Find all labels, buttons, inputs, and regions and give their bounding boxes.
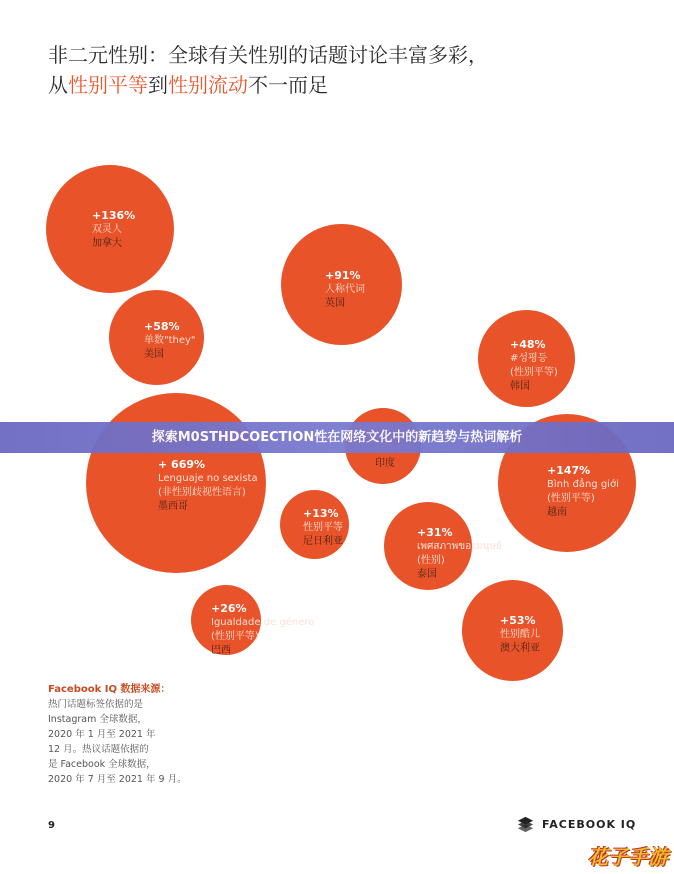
bubble-country: 泰国	[417, 569, 437, 580]
bubble-country: 英国	[325, 298, 345, 309]
bubble-country: 美国	[144, 349, 164, 360]
bubble-pct: + 669%	[158, 458, 206, 471]
bubble-country: 澳大利亚	[500, 643, 540, 654]
title-text: 从	[48, 73, 68, 97]
source-title: Facebook IQ 数据来源：	[48, 684, 171, 695]
bubble-tag: Lenguaje no sexista	[158, 473, 258, 484]
bubble-label-nigeria	[303, 507, 343, 549]
bubble-tag: 双灵人	[92, 224, 122, 235]
bubble-pct: +13%	[303, 507, 339, 520]
bubble-country: 加拿大	[92, 238, 122, 249]
bubble-country: 越南	[547, 507, 567, 518]
bubble-label-canada	[92, 209, 135, 251]
title-highlight-fluidity: 性别流动	[168, 73, 248, 97]
bubble-tag-translation: (性别平等)	[547, 493, 595, 504]
bubble-label-uk	[325, 269, 365, 311]
bubble-pct: +91%	[325, 269, 361, 282]
source-line: Instagram 全球数据，	[48, 714, 147, 725]
bubble-tag: 单数"they"	[144, 335, 196, 346]
overlay-banner: 探索M0STHDCOECTION性在网络文化中的新趋势与热词解析	[0, 422, 674, 453]
bubble-label-brazil	[211, 602, 314, 658]
brand-logo	[516, 815, 636, 834]
bubble-pct: +147%	[547, 464, 591, 477]
bubble-pct: +136%	[92, 209, 136, 222]
bubble-tag: 人称代词	[325, 284, 365, 295]
bubble-tag: Igualdade de género	[211, 617, 315, 628]
page-number: 9	[48, 820, 55, 831]
title-line-2	[48, 70, 488, 100]
bubble-label-korea	[510, 338, 558, 394]
bubble-pct: +48%	[510, 338, 546, 351]
source-line: 12 月。热议话题依据的	[48, 744, 149, 755]
title-text: 不一而足	[248, 73, 328, 97]
page-title	[48, 40, 488, 100]
title-text: 到	[148, 73, 168, 97]
source-line: 是 Facebook 全球数据，	[48, 759, 156, 770]
bubble-tag-translation: (非性别歧视性语言)	[158, 487, 246, 498]
bubble-label-australia	[500, 614, 540, 656]
bubble-tag: 性别酷儿	[500, 629, 540, 640]
source-line: 热门话题标签依据的是	[48, 699, 144, 710]
source-line: 2020 年 7 月至 2021 年 9 月。	[48, 774, 187, 785]
bubble-country: 墨西哥	[158, 501, 188, 512]
bubble-pct: +53%	[500, 614, 536, 627]
bubble-country: 巴西	[211, 645, 231, 656]
bubble-tag-translation: (性别平等)	[211, 631, 259, 642]
bubble-tag: #성평등	[510, 353, 548, 364]
facebook-iq-icon	[516, 815, 535, 834]
title-highlight-equality: 性别平等	[68, 73, 148, 97]
bubble-label-thailand	[417, 526, 502, 582]
bubble-label-mexico	[158, 458, 258, 514]
bubble-pct: +31%	[417, 526, 453, 539]
bubble-pct: +26%	[211, 602, 247, 615]
bubble-country: 韩国	[510, 381, 530, 392]
bubble-country: 尼日利亚	[303, 536, 343, 547]
bubble-tag-translation: (性别)	[417, 555, 445, 566]
bubble-tag: 性别平等	[303, 522, 343, 533]
bubble-tag-translation: (性别平等)	[510, 367, 558, 378]
bubble-label-vietnam	[547, 464, 619, 520]
bubble-label-usa	[144, 320, 196, 362]
bubble-country: 印度	[375, 458, 395, 469]
bubble-tag: Bình đẳng giới	[547, 479, 619, 490]
title-line-1: 非二元性别：全球有关性别的话题讨论丰富多彩，	[48, 43, 488, 67]
bubble-pct: +58%	[144, 320, 180, 333]
source-line: 2020 年 1 月至 2021 年	[48, 729, 156, 740]
source-note	[48, 682, 187, 787]
bubble-tag: เพศสภาพของมนุษย์	[417, 541, 502, 552]
brand-name: FACEBOOK IQ	[542, 818, 637, 831]
watermark: 花子手游	[588, 845, 668, 869]
